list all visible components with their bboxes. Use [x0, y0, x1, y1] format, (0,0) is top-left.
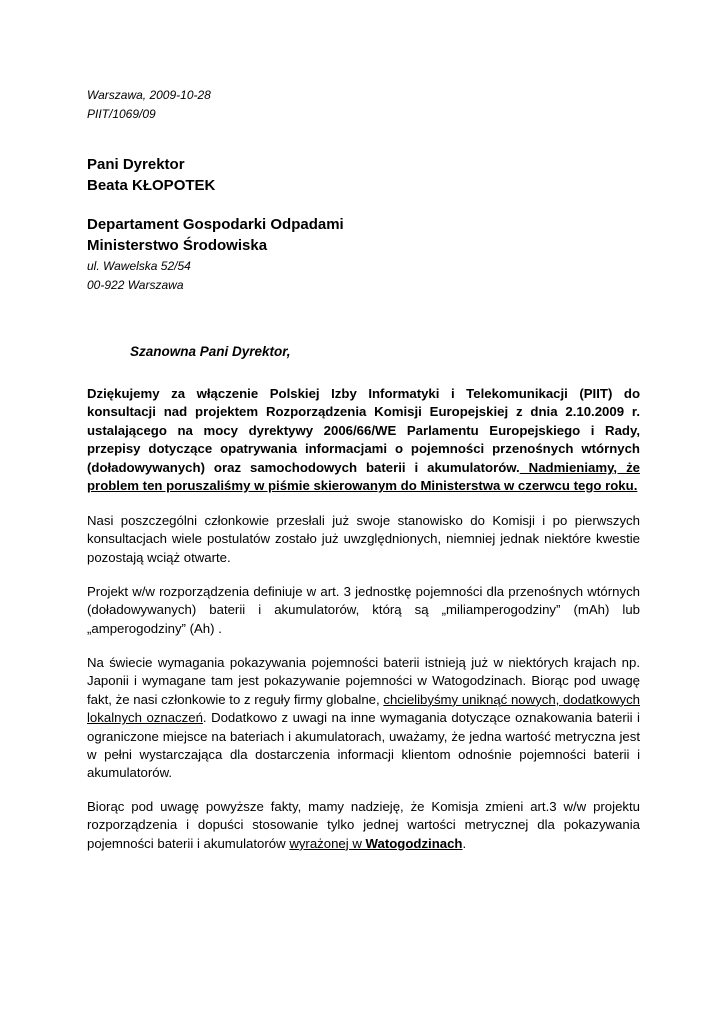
department-name: Departament Gospodarki Odpadami — [87, 216, 344, 233]
place-date: Warszawa, 2009-10-28 — [87, 88, 211, 102]
paragraph-5-underlined: wyrażonej w — [289, 835, 366, 851]
paragraph-4 — [87, 654, 640, 783]
street-address: ul. Wawelska 52/54 — [87, 259, 191, 273]
paragraph-2-text: Nasi poszczególni członkowie przesłali już swoje stanowisko do Komisji i po pierwszych konsultacjach wiele postulatów zostało już uwzględnionych, niemniej jednak niektóre kwestie pozostają wciąż otwarte. — [87, 513, 640, 565]
paragraph-4-underlined: chcielibyśmy uniknąć nowych, dodatkowych lokalnych oznaczeń — [87, 691, 641, 726]
salutation: Szanowna Pani Dyrektor, — [130, 344, 291, 359]
paragraph-5-end: . — [462, 835, 467, 851]
paragraph-1-underlined: Nadmieniamy, że problem ten poruszaliśmy w piśmie skierowanym do Ministerstwa w czerwcu tego roku. — [87, 459, 640, 494]
letter-header — [87, 86, 640, 124]
paragraph-3-text: Projekt w/w rozporządzenia definiuje w art. 3 jednostkę pojemności dla przenośnych wtórnych (doładowywanych) baterii i akumulatorów, którą są „miliamperogodziny” (mAh) lub „amperogodziny” (Ah) . — [87, 584, 640, 636]
reference-number: PIIT/1069/09 — [87, 107, 156, 121]
paragraph-1-text: Dziękujemy za włączenie Polskiej Izby Informatyki i Telekomunikacji (PIIT) do konsultacji nad projektem Rozporządzenia Komisji Europejskiej z dnia 2.10.2009 r. ustalającego na mocy dyrektywy 2006/66/WE Parlamentu Europejskiego i Rady, przepisy dotyczące opatrywania informacjami o pojemności przenośnych wtórnych (doładowywanych) oraz samochodowych baterii i akumulatorów. — [87, 386, 640, 475]
paragraph-5 — [87, 798, 640, 853]
department-block — [87, 214, 640, 295]
paragraph-5-underlined-bold: Watogodzinach — [365, 835, 463, 851]
recipient-title: Pani Dyrektor — [87, 156, 185, 173]
paragraph-3 — [87, 583, 640, 638]
recipient-block — [87, 154, 640, 196]
city-address: 00-922 Warszawa — [87, 278, 184, 292]
paragraph-1 — [87, 385, 640, 495]
paragraph-4-text-a: Na świecie wymagania pokazywania pojemności baterii istnieją już w niektórych krajach np. Japonii i wymagane tam jest pokazywanie pojemności w Watogodzinach. Biorąc pod uwagę fakt, że nasi członkowie to z reguły firmy globalne, — [87, 655, 640, 707]
paragraph-5-text: Biorąc pod uwagę powyższe fakty, mamy nadzieję, że Komisja zmieni art.3 w/w projektu rozporządzenia i dopuści stosowanie tylko jednej wartości metrycznej dla pokazywania pojemności baterii i akumulatorów — [87, 799, 640, 851]
paragraph-4-text-b: . Dodatkowo z uwagi na inne wymagania dotyczące oznakowania baterii i ograniczone miejsce na bateriach i akumulatorach, uważamy, że jedna wartość metryczna jest w pełni wystarczająca dla dostarczenia informacji klientom odnośnie pojemności baterii i akumulatorów. — [87, 710, 640, 781]
ministry-name: Ministerstwo Środowiska — [87, 237, 268, 254]
recipient-name: Beata KŁOPOTEK — [87, 177, 216, 194]
paragraph-2 — [87, 512, 640, 567]
